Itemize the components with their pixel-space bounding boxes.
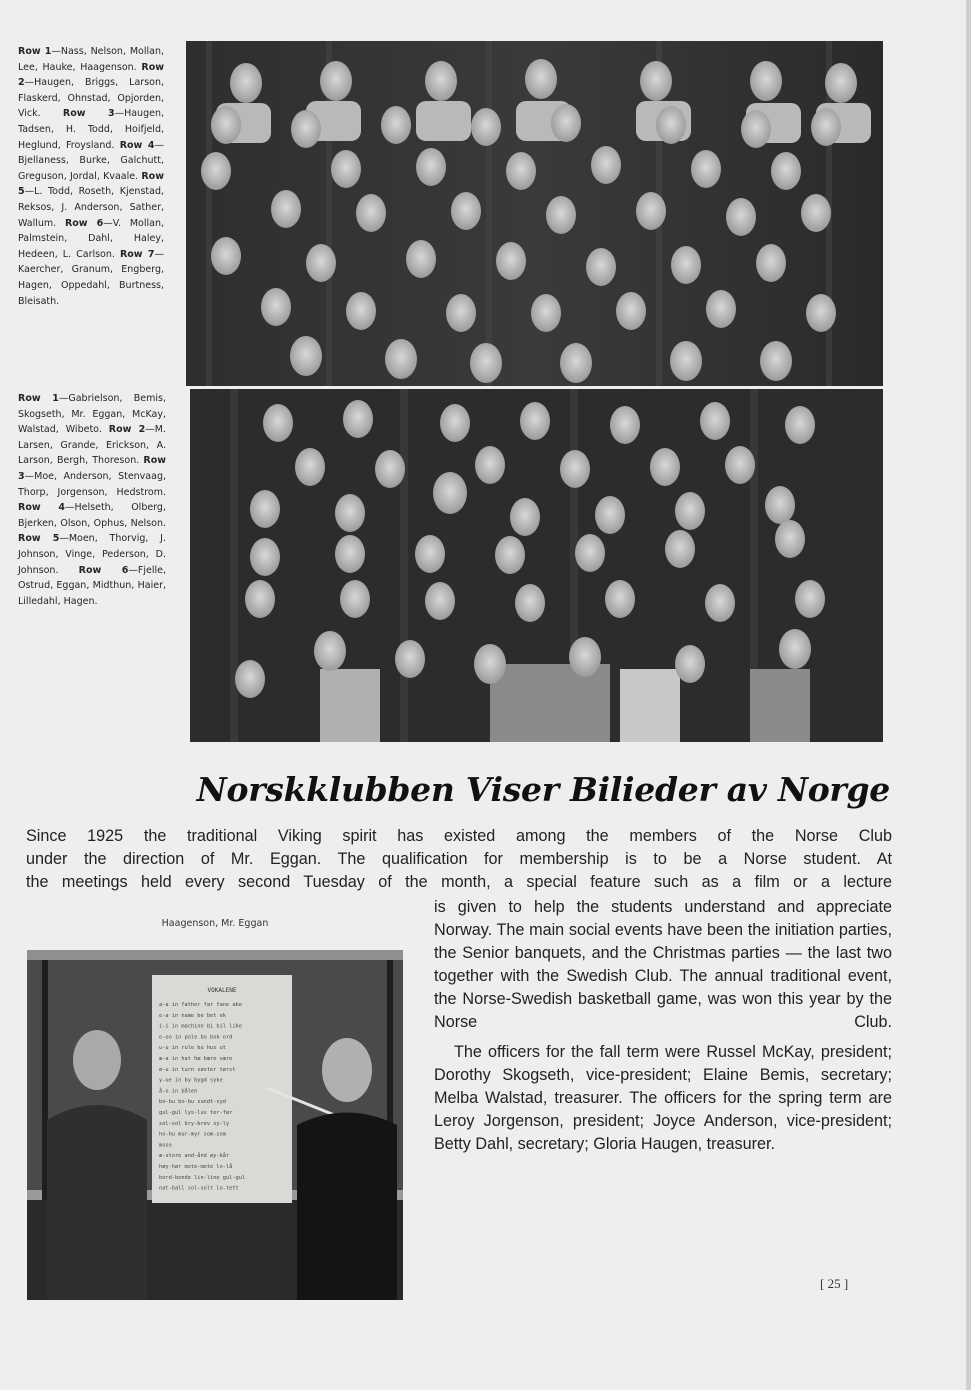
- caption-row: Row 4—Helseth, Olberg, Bjerken, Olson, Ophus, Nelson.: [18, 502, 166, 529]
- caption-row: Row 2—M. Larsen, Grande, Erickson, A. Larson, Bergh, Thoreson.: [18, 424, 166, 467]
- vowel-chart-line: e-a in name be bet ek: [159, 1012, 226, 1019]
- vowel-chart-line: bo-bu bo-bu sundt-syd: [159, 1099, 226, 1106]
- vowel-chart-line: y-ue in by bygd syke: [159, 1077, 223, 1084]
- vowel-chart-line: æ-a in hat hæ bære være: [159, 1056, 233, 1062]
- student-figure: [73, 1030, 121, 1090]
- vowel-chart-line: bord-bonde lin-line gul-gul: [159, 1174, 246, 1181]
- top-group-photo: [186, 41, 883, 386]
- vowel-chart-line: a-a in father far fane ake: [159, 1002, 242, 1008]
- intro-line: the meetings held every second Tuesday of the month, a special feature such as a film or a lecture: [26, 872, 892, 891]
- vowel-chart-line: gul-gul lys-lus ter-før: [159, 1110, 233, 1116]
- group-photo-illustration: [186, 41, 883, 386]
- caption-row: Row 6—Fjelle, Ostrud, Eggan, Midthun, Haier, Lilledahl, Hagen.: [18, 564, 166, 607]
- classroom-photo: [27, 950, 403, 1300]
- article-title: Norskklubben Viser Bilieder av Norge: [196, 770, 890, 809]
- vowel-chart-heading: VOKALENE: [207, 987, 237, 994]
- article-paragraph: The officers for the fall term were Russel McKay, president; Dorothy Skogseth, vice-president; Elaine Bemis, secretary; Melba Walstad, treasurer. The officers for the spring term are Leroy Jorgenson, president; Joyce Anderson, vice-president; Betty Dahl, secretary; Gloria Haugen, treasurer.: [434, 1043, 892, 1154]
- vowel-chart-line: ø-u in turn søster tørst: [159, 1066, 236, 1073]
- bottom-group-photo: [190, 389, 883, 742]
- article-intro: [26, 825, 892, 894]
- vowel-chart-line: nat-ball sol-solt lo-tett: [159, 1185, 239, 1192]
- vowel-chart-line: u-u in rule bu hus ut: [159, 1045, 226, 1052]
- vowel-chart-line: ho-hu mur-myr som-som: [159, 1131, 226, 1138]
- vowel-chart-line: æ-store and-ånd øy-kår: [159, 1153, 230, 1160]
- caption-row: Row 7—Kaercher, Granum, Engberg, Hagen, Oppedahl, Burtness, Bleisath.: [18, 248, 164, 307]
- vowel-chart-line: i-i in machine bi bil like: [159, 1023, 242, 1030]
- classroom-illustration: [27, 950, 403, 1300]
- teacher-figure: [322, 1038, 372, 1102]
- top-photo-caption: [18, 44, 164, 309]
- caption-row: Row 6—V. Mollan, Palmstein, Dahl, Haley, Hedeen, L. Carlson.: [18, 217, 164, 260]
- caption-row: Row 5—L. Todd, Roseth, Kjenstad, Reksos, J. Anderson, Sather, Wallum.: [18, 170, 164, 229]
- intro-line: Since 1925 the traditional Viking spirit has existed among the members of the Norse Club: [26, 827, 892, 845]
- page-number: [ 25 ]: [820, 1276, 849, 1291]
- vowel-chart-line: sol-sol bry-brev sy-ly: [159, 1120, 230, 1127]
- bottom-photo-caption: [18, 391, 166, 609]
- article-body: [434, 896, 892, 1156]
- caption-row: Row 1—Gabrielson, Bemis, Skogseth, Mr. Eggan, McKay, Walstad, Wibeto.: [18, 393, 166, 436]
- group-photo-illustration: [190, 389, 883, 742]
- caption-row: Row 3—Haugen, Tadsen, H. Todd, Hoifjeld, Heglund, Froysland.: [18, 108, 164, 151]
- vowel-chart-line: høy-hør mote-mote lo-lå: [159, 1164, 233, 1170]
- vowel-chart-line: o-oo in pole bo bok ord: [159, 1034, 233, 1041]
- vowel-chart-line: å-o in bålen: [159, 1088, 198, 1095]
- caption-row: Row 1—Nass, Nelson, Mollan, Lee, Hauke, Haagenson.: [18, 46, 164, 73]
- caption-row: Row 5—Moen, Thorvig, J. Johnson, Vinge, Pederson, D. Johnson.: [18, 533, 166, 576]
- intro-line: under the direction of Mr. Eggan. The qualification for membership is to be a Norse student. At: [26, 849, 892, 868]
- vowel-chart-line: mose: [159, 1142, 172, 1149]
- article-paragraph: is given to help the students understand and appreciate Norway. The main social events have been the initiation parties, the Senior banquets, and the Christmas parties — the last two together with the Swedish Club. The annual traditional event, the Norse-Swedish basketball game, was won this year by the Norse Club.: [434, 898, 892, 1031]
- page-edge: [966, 0, 971, 1390]
- caption-row: Row 4— Bjellaness, Burke, Galchutt, Greguson, Jordal, Kvaale.: [18, 139, 164, 182]
- caption-row: Row 2—Haugen, Briggs, Larson, Flaskerd, Ohnstad, Opjorden, Vick.: [18, 61, 164, 120]
- small-photo-caption: Haagenson, Mr. Eggan: [161, 918, 269, 929]
- caption-row: Row 3—Moe, Anderson, Stenvaag, Thorp, Jorgenson, Hedstrom.: [18, 455, 166, 498]
